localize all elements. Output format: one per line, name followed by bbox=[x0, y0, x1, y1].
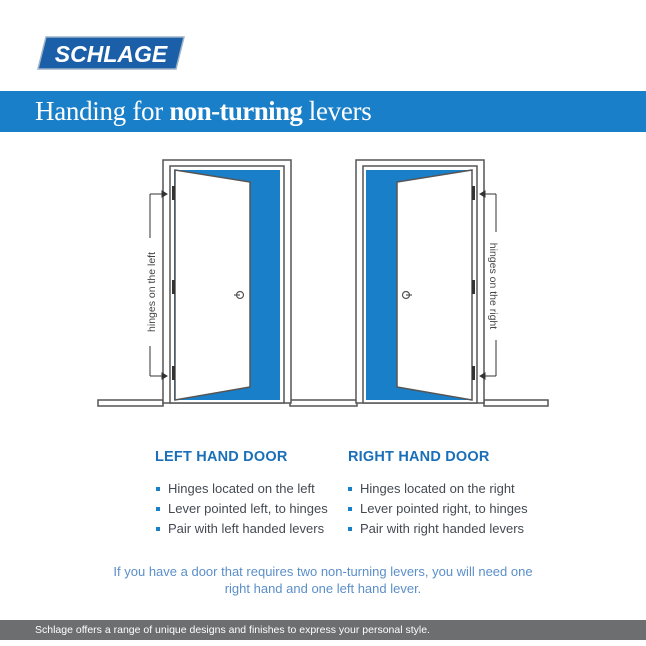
logo-text: SCHLAGE bbox=[54, 41, 168, 67]
hinges-right-label: hinges on the right bbox=[487, 242, 499, 330]
left-door-title: LEFT HAND DOOR bbox=[155, 449, 288, 465]
banner-title-bold: non-turning bbox=[169, 96, 303, 126]
right-hand-door bbox=[356, 160, 499, 403]
schlage-logo bbox=[36, 35, 186, 71]
right-door-list bbox=[348, 479, 528, 539]
list-item: Pair with left handed levers bbox=[156, 519, 328, 539]
footer-bar bbox=[0, 620, 646, 640]
list-item: Hinges located on the right bbox=[348, 479, 528, 499]
right-door-title: RIGHT HAND DOOR bbox=[348, 449, 490, 465]
list-item: Lever pointed right, to hinges bbox=[348, 499, 528, 519]
two-lever-note: If you have a door that requires two non-turning levers, you will need one right hand and one left hand lever. bbox=[113, 564, 533, 596]
list-item: Lever pointed left, to hinges bbox=[156, 499, 328, 519]
title-banner bbox=[0, 91, 646, 132]
door-handing-diagram bbox=[0, 150, 646, 420]
banner-title: Handing for non-turning levers bbox=[35, 96, 372, 126]
list-item: Pair with right handed levers bbox=[348, 519, 528, 539]
footer-text: Schlage offers a range of unique designs and finishes to express your personal style. bbox=[35, 624, 430, 636]
left-door-list bbox=[156, 479, 328, 539]
list-item: Hinges located on the left bbox=[156, 479, 328, 499]
left-hand-door bbox=[146, 160, 291, 403]
hinges-left-label: hinges on the left bbox=[146, 252, 158, 332]
